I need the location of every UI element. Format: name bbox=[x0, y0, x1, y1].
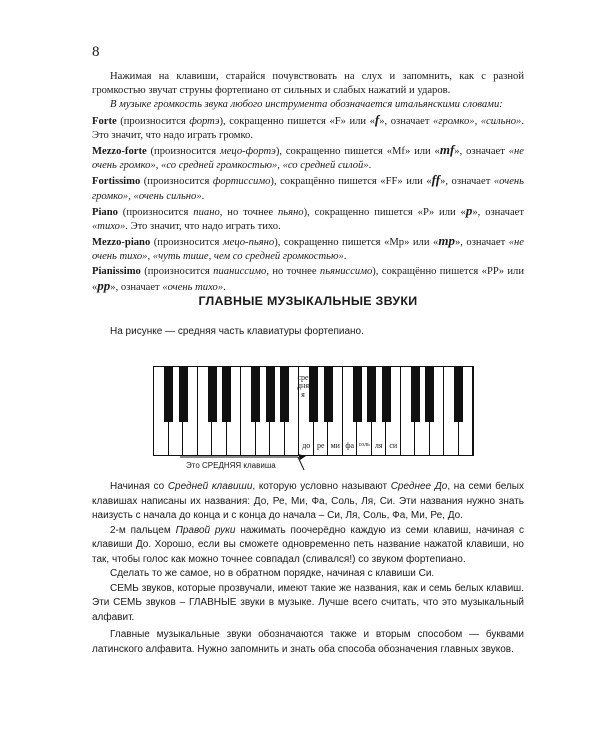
dynamic-term-fortissimo: Fortissimo (произносится фортиссимо), сокращённо пишется «FF» или «ff», означает «очень громко», «очень сильно». bbox=[92, 172, 524, 202]
dynamic-term-mezzo-forte: Mezzo-forte (произносится мецо-фортэ), сокращенно пишется «Mf» или «mf», означает «не очень громко», «со средней громкостью», «со средней силой». bbox=[92, 142, 524, 172]
page-number: 8 bbox=[92, 44, 100, 60]
body-paragraph-3: Сделать то же самое, но в обратном порядке, начиная с клавиши Си. bbox=[110, 568, 435, 579]
note-label: ми bbox=[330, 441, 340, 450]
black-key bbox=[280, 367, 289, 422]
middle-key-vertical-label: средняя bbox=[296, 373, 310, 399]
note-label: соль bbox=[358, 442, 370, 448]
body-paragraph-2: 2-м пальцем Правой руки нажимать поочерёдно каждую из семи клавиш, начиная с клавиши До. Хорошо, если вы сможете одновременно петь название нажатой клавиши, но так, чтобы голос как можно точнее совпадал (сливался!) со звуком фортепиано. bbox=[92, 524, 524, 565]
black-key bbox=[425, 367, 434, 422]
black-key bbox=[164, 367, 173, 422]
black-key bbox=[324, 367, 333, 422]
dynamic-term-forte: Forte (произносится фортэ), сокращенно пишется «F» или «f», означает «громко», «сильно». Это значит, что надо играть громко. bbox=[92, 111, 524, 141]
dynamic-term-piano: Piano (произносится пиано, но точнее пьяно), сокращенно пишется «P» или «p», означает «тихо». Это значит, что надо играть тихо. bbox=[92, 202, 524, 233]
black-key bbox=[309, 367, 318, 422]
note-label: ля bbox=[374, 441, 383, 450]
dynamic-term-pianissimo: Pianissimo (произносится пианиссимо, но точнее пьяниссимо), сокращённо пишется «PP» или «pp», означает «очень тихо». bbox=[92, 265, 524, 293]
dynamic-term-mezzo-piano: Mezzo-piano (произносится мецо-пьяно), сокращенно пишется «Mp» или «mp», означает «не очень тихо», «чуть тише, чем со средней громкостью». bbox=[92, 233, 524, 263]
piano-keyboard bbox=[153, 366, 474, 456]
black-key bbox=[179, 367, 188, 422]
body-section bbox=[92, 480, 524, 657]
black-key bbox=[208, 367, 217, 422]
black-key bbox=[353, 367, 362, 422]
body-paragraph-5: Главные музыкальные звуки обозначаются также и вторым способом — буквами латинского алфавита. Нужно запомнить и знать оба способа обозначения главных звуков. bbox=[92, 629, 524, 655]
note-label: си bbox=[389, 441, 398, 450]
intro-paragraph: Нажимая на клавиши, старайся почувствовать на слух и запомнить, как с разной громкостью звучат струны фортепиано от сильных и слабых нажатий и ударов. bbox=[92, 71, 524, 97]
black-key bbox=[251, 367, 260, 422]
intro-dynamics-lead: В музыке громкость звука любого инструмента обозначается итальянскими словами: bbox=[110, 99, 503, 111]
dynamics-list bbox=[92, 113, 524, 295]
middle-key-pointer-label: Это СРЕДНЯЯ клавиша bbox=[186, 461, 276, 470]
intro-section bbox=[92, 70, 524, 295]
figure-intro: На рисунке — средняя часть клавиатуры фортепиано. bbox=[110, 326, 364, 337]
note-label: ре bbox=[316, 441, 325, 450]
black-key bbox=[454, 367, 463, 422]
section-heading: ГЛАВНЫЕ МУЗЫКАЛЬНЫЕ ЗВУКИ bbox=[198, 294, 418, 308]
body-paragraph-4: СЕМЬ звуков, которые прозвучали, имеют такие же названия, как и семь белых клавиш. Эти СЕМЬ звуков – ГЛАВНЫЕ звуки в музыке. Лучше всего считать, что это музыкальный алфавит. bbox=[92, 582, 524, 623]
black-key bbox=[222, 367, 231, 422]
black-key bbox=[382, 367, 391, 422]
black-key bbox=[411, 367, 420, 422]
note-label: до bbox=[302, 441, 311, 450]
black-key bbox=[266, 367, 275, 422]
black-key bbox=[367, 367, 376, 422]
body-paragraph-1: Начиная со Средней клавиши, которую условно называют Среднее До, на семи белых клавишах написаны их названия: До, Ре, Ми, Фа, Соль, Ля, Си. Эти названия нужно знать наизусть с начала до конца и с конца до начала – Си, Ля, Соль, Фа, Ми, Ре, До. bbox=[92, 481, 524, 521]
note-label: фа bbox=[345, 441, 355, 450]
